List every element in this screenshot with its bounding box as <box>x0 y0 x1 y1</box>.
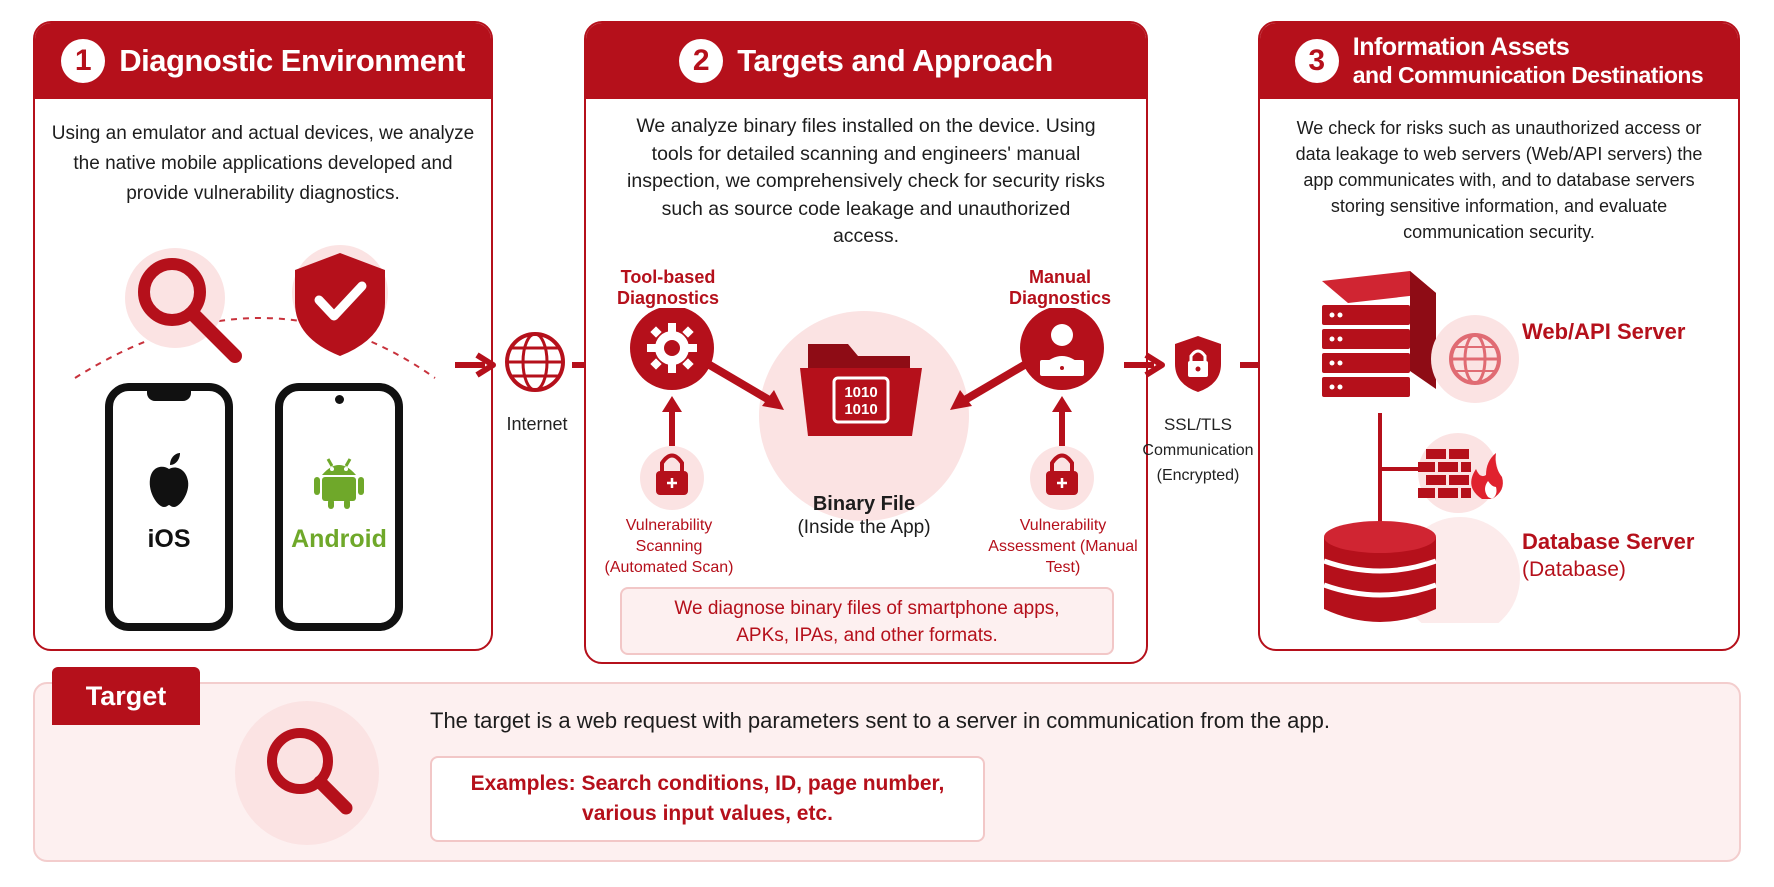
step-number-badge: 1 <box>61 39 105 83</box>
ssl-communication-label: Communication <box>1142 442 1254 459</box>
manual-diagnostics-label: Manual Diagnostics <box>1008 267 1112 308</box>
ios-label: iOS <box>147 525 191 553</box>
engineer-icon <box>1020 308 1104 390</box>
database-server-label: Database Server <box>1522 529 1695 554</box>
binary-file-label: Binary File <box>812 493 916 515</box>
panel-description: We check for risks such as unauthorized access or data leakage to web servers (Web/API servers) the app communicates with, and to database servers storing sensitive information, and evaluate communication security. <box>1295 118 1703 242</box>
gear-icon <box>630 308 714 390</box>
shield-check-icon <box>292 245 388 356</box>
panel-title-line-1: Information Assets <box>1352 33 1570 61</box>
phone-notch <box>147 391 191 401</box>
panel-title <box>1353 33 1703 89</box>
panel-header <box>1260 23 1738 99</box>
lock-icon <box>640 446 704 510</box>
tool-based-diagnostics-label: Tool-based Diagnostics <box>616 267 720 308</box>
database-server-sublabel: (Database) <box>1522 558 1626 581</box>
panel-diagnostic-environment <box>33 21 493 651</box>
panel-title: Diagnostic Environment <box>119 43 465 78</box>
ios-phone <box>105 383 233 631</box>
apple-logo-icon <box>144 451 194 511</box>
panel-header <box>35 23 491 99</box>
ssl-encrypted-label: (Encrypted) <box>1156 467 1240 484</box>
internet-label: Internet <box>506 414 568 434</box>
vulnerability-assessment-label: Vulnerability Assessment (Manual Test) <box>988 517 1138 576</box>
panel-header <box>586 23 1146 99</box>
panel-description: We analyze binary files installed on the device. Using tools for detailed scanning and engineers' manual inspection, we comprehensively check for security risks such as source code leakage and unauthorized access. <box>627 115 1105 247</box>
globe-icon <box>503 330 567 394</box>
panel-targets-approach <box>584 21 1148 664</box>
magnifier-icon <box>125 248 235 356</box>
android-logo-icon <box>314 451 364 511</box>
environment-illustration <box>35 238 493 438</box>
firewall-icon <box>1418 433 1503 513</box>
panel-information-assets <box>1258 21 1740 651</box>
panel-title: Targets and Approach <box>737 43 1053 78</box>
ssl-shield-lock-icon <box>1173 334 1223 394</box>
web-server-icon <box>1322 271 1436 397</box>
target-tab: Target <box>52 667 200 725</box>
panel-title-line-2: and Communication Destinations <box>1352 62 1704 88</box>
web-api-server-label: Web/API Server <box>1522 319 1686 344</box>
android-label: Android <box>291 525 387 553</box>
vulnerability-scanning-label: Vulnerability Scanning (Automated Scan) <box>604 517 734 576</box>
android-phone <box>275 383 403 631</box>
binary-code-line-1: 1010 <box>844 384 878 401</box>
search-icon <box>232 698 382 848</box>
panel-description: Using an emulator and actual devices, we analyze the native mobile applications developed and provide vulnerability diagnostics. <box>51 123 475 204</box>
binary-formats-note: We diagnose binary files of smartphone apps, APKs, IPAs, and other formats. <box>620 587 1114 655</box>
phone-camera <box>335 395 344 404</box>
arrow-targets-to-ssl <box>1124 352 1168 378</box>
database-icon <box>1324 517 1520 623</box>
binary-code-line-2: 1010 <box>844 401 878 418</box>
step-number-badge: 2 <box>679 39 723 83</box>
binary-file-sublabel: (Inside the App) <box>797 517 931 538</box>
step-number-badge: 3 <box>1295 39 1339 83</box>
folder-icon <box>800 344 922 436</box>
lock-icon <box>1030 446 1094 510</box>
target-description: The target is a web request with parameters sent to a server in communication from the app. <box>430 708 1330 733</box>
globe-icon <box>1431 315 1519 403</box>
ssl-tls-label: SSL/TLS <box>1163 415 1233 434</box>
target-examples: Examples: Search conditions, ID, page number, various input values, etc. <box>430 756 985 842</box>
arrow-env-to-internet <box>455 352 499 378</box>
